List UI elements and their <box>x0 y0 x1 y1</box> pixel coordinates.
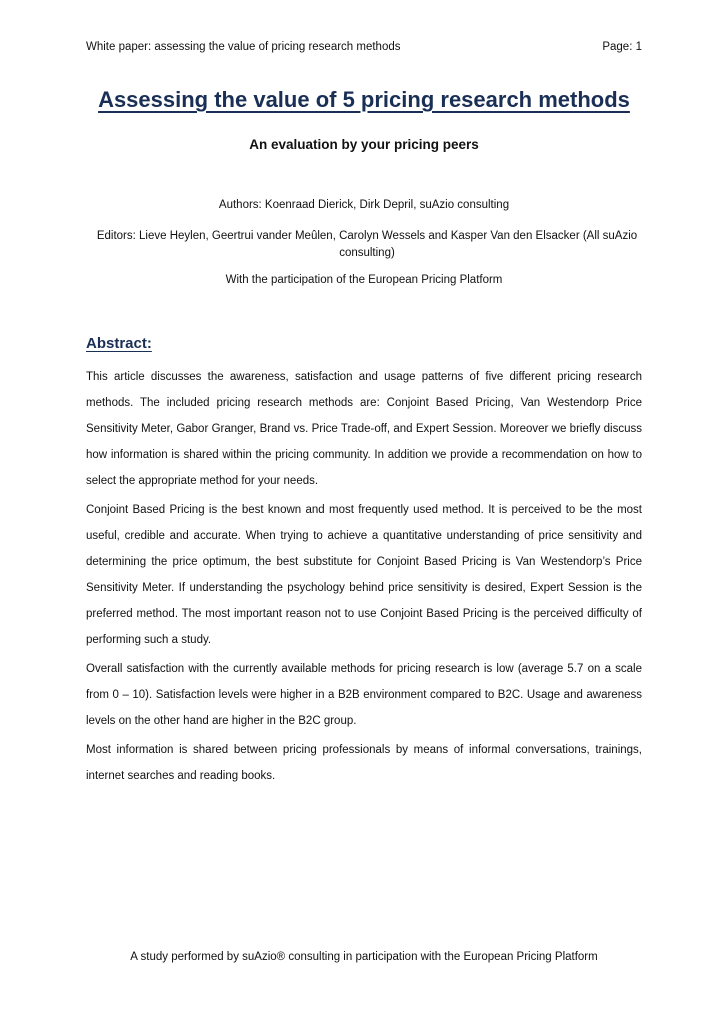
document-title-text: Assessing the value of 5 pricing research methods <box>98 87 630 112</box>
editors-line: Editors: Lieve Heylen, Geertrui vander Meûlen, Carolyn Wessels and Kasper Van den Elsacker (All suAzio consulting) <box>96 230 638 259</box>
abstract-heading: Abstract: <box>86 335 152 352</box>
header-document-title: White paper: assessing the value of pricing research methods <box>86 41 401 53</box>
participation-line: With the participation of the European Pricing Platform <box>225 274 503 286</box>
document-title <box>0 87 728 113</box>
page-header <box>86 41 642 53</box>
authors-line: Authors: Koenraad Dierick, Dirk Depril, suAzio consulting <box>218 199 510 211</box>
document-subtitle: An evaluation by your pricing peers <box>249 137 479 152</box>
header-page-number: Page: 1 <box>602 41 642 53</box>
abstract-paragraph: Conjoint Based Pricing is the best known and most frequently used method. It is perceived to be the most useful, credible and accurate. When trying to achieve a quantitative understanding of price sensitivity and determining the price optimum, the best substitute for Conjoint Based Pricing is Van Westendorp’s Price Sensitivity Meter. If understanding the psychology behind price sensitivity is desired, Expert Session is the preferred method. The most important reason not to use Conjoint Based Pricing is the perceived difficulty of performing such a study. <box>86 504 642 646</box>
abstract-paragraph: Most information is shared between pricing professionals by means of informal conversations, trainings, internet searches and reading books. <box>86 744 642 782</box>
abstract-paragraph: Overall satisfaction with the currently available methods for pricing research is low (average 5.7 on a scale from 0 – 10). Satisfaction levels were higher in a B2B environment compared to B2C. Usage and awareness levels on the other hand are higher in the B2C group. <box>86 663 642 727</box>
page-footer: A study performed by suAzio® consulting in participation with the European Pricing Platform <box>130 951 598 963</box>
abstract-paragraph: This article discusses the awareness, satisfaction and usage patterns of five different pricing research methods. The included pricing research methods are: Conjoint Based Pricing, Van Westendorp Price Sensitivity Meter, Gabor Granger, Brand vs. Price Trade-off, and Expert Session. Moreover we briefly discuss how information is shared within the pricing community. In addition we provide a recommendation on how to select the appropriate method for your needs. <box>86 371 642 487</box>
